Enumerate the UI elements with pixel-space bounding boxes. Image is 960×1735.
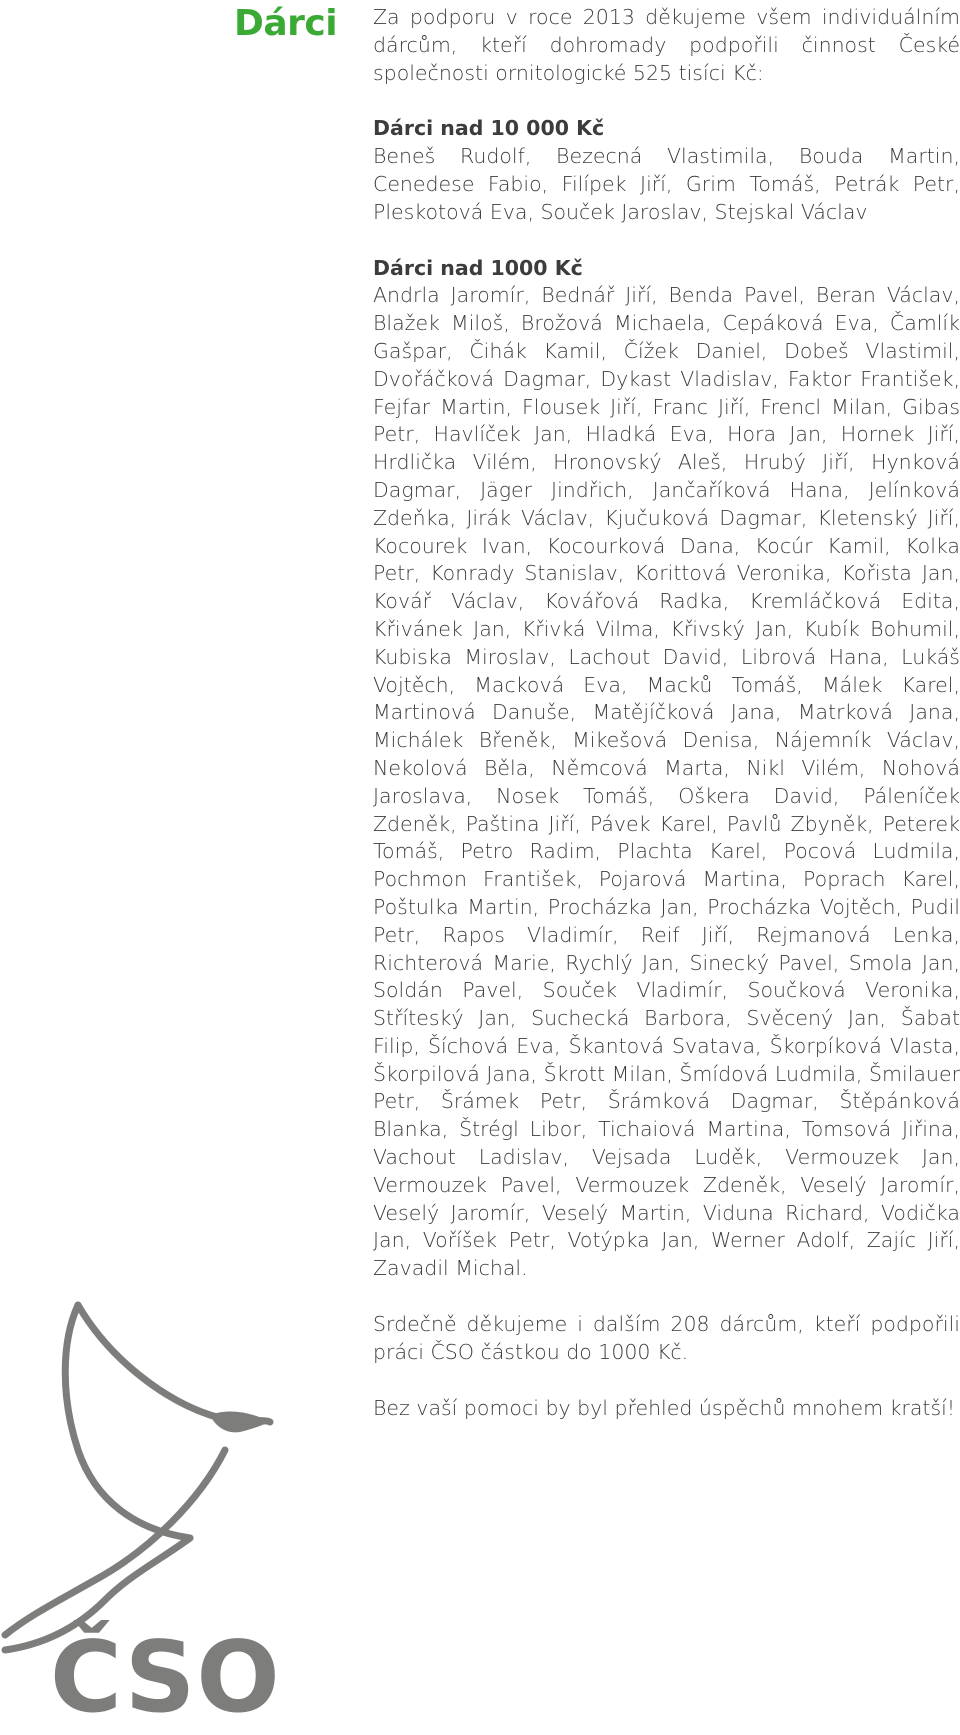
donors-content (373, 4, 960, 1422)
page-title: Dárci (234, 3, 338, 44)
section-title-over-1000: Dárci nad 1000 Kč (373, 255, 583, 280)
thanks-block (373, 1311, 960, 1367)
section-over-1000 (373, 255, 960, 1283)
section-title-over-10000: Dárci nad 10 000 Kč (373, 116, 605, 141)
donor-list-over-10000: Beneš Rudolf, Bezecná Vlastimila, Bouda Martin, Cenedese Fabio, Filípek Jiří, Grim Tomáš, Petrák Petr, Pleskotová Eva, Souček Jaroslav, Stejskal Václav (373, 144, 960, 224)
logo-text: ČSO (50, 1621, 281, 1735)
donor-list-over-1000: Andrla Jaromír, Bednář Jiří, Benda Pavel, Beran Václav, Blažek Miloš, Brožová Michaela, Cepáková Eva, Čamlík Gašpar, Čihák Kamil, Čížek Daniel, Dobeš Vlastimil, Dvořáčková Dagmar, Dykast Vladislav, Faktor František, Fejfar Martin, Flousek Jiří, Franc Jiří, Frencl Milan, Gibas Petr, Havlíček Jan, Hladká Eva, Hora Jan, Hornek Jiří, Hrdlička Vilém, Hronovský Aleš, Hrubý Jiří, Hynková Dagmar, Jäger Jindřich, Jančaříková Hana, Jelínková Zdeňka, Jirák Václav, Kjučuková Dagmar, Kletenský Jiří, Kocourek Ivan, Kocourková Dana, Kocúr Kamil, Kolka Petr, Konrady Stanislav, Korittová Veronika, Kořista Jan, Kovář Václav, Kovářová Radka, Kremláčková Edita, Křivánek Jan, Křivká Vilma, Křivský Jan, Kubík Bohumil, Kubiska Miroslav, Lachout David, Librová Hana, Lukáš Vojtěch, Macková Eva, Macků Tomáš, Málek Karel, Martinová Danuše, Matějíčková Jana, Matrková Jana, Michálek Břeněk, Mikešová Denisa, Nájemník Václav, Nekolová Běla, Němcová Marta, Nikl Vilém, Nohová Jaroslava, Nosek Tomáš, Oškera David, Páleníček Zdeněk, Paština Jiří, Pávek Karel, Pavlů Zbyněk, Peterek Tomáš, Petro Radim, Plachta Karel, Pocová Ludmila, Pochmon František, Pojarová Martina, Poprach Karel, Poštulka Martin, Procházka Jan, Procházka Vojtěch, Pudil Petr, Rapos Vladimír, Reif Jiří, Rejmanová Lenka, Richterová Marie, Rychlý Jan, Sinecký Pavel, Smola Jan, Soldán Pavel, Souček Vladimír, Součková Veronika, Stříteský Jan, Suchecká Barbora, Svěcený Jan, Šabat Filip, Šíchová Eva, Škantová Svatava, Škorpíková Vlasta, Škorpilová Jana, Škrott Milan, Šmídová Ludmila, Šmilauer Petr, Šrámek Petr, Šrámková Dagmar, Štěpánková Blanka, Štrégl Libor, Tichaiová Martina, Tomsová Jiřina, Vachout Ladislav, Vejsada Luděk, Vermouzek Jan, Vermouzek Pavel, Vermouzek Zdeněk, Veselý Jaromír, Veselý Jaromír, Veselý Martin, Viduna Richard, Vodička Jan, Voříšek Petr, Votýpka Jan, Werner Adolf, Zajíc Jiří, Zavadil Michal. (373, 283, 960, 1281)
section-over-10000 (373, 115, 960, 226)
closing-block (373, 1395, 960, 1423)
thanks-paragraph: Srdečně děkujeme i dalším 208 dárcům, kteří podpořili práci ČSO částkou do 1000 Kč. (373, 1312, 960, 1364)
closing-paragraph: Bez vaší pomoci by byl přehled úspěchů mnohem kratší! (373, 1395, 956, 1420)
intro-paragraph: Za podporu v roce 2013 děkujeme všem individuálním dárcům, kteří dohromady podpořili činnost České společnosti ornitologické 525 tisíci Kč: (373, 5, 960, 85)
